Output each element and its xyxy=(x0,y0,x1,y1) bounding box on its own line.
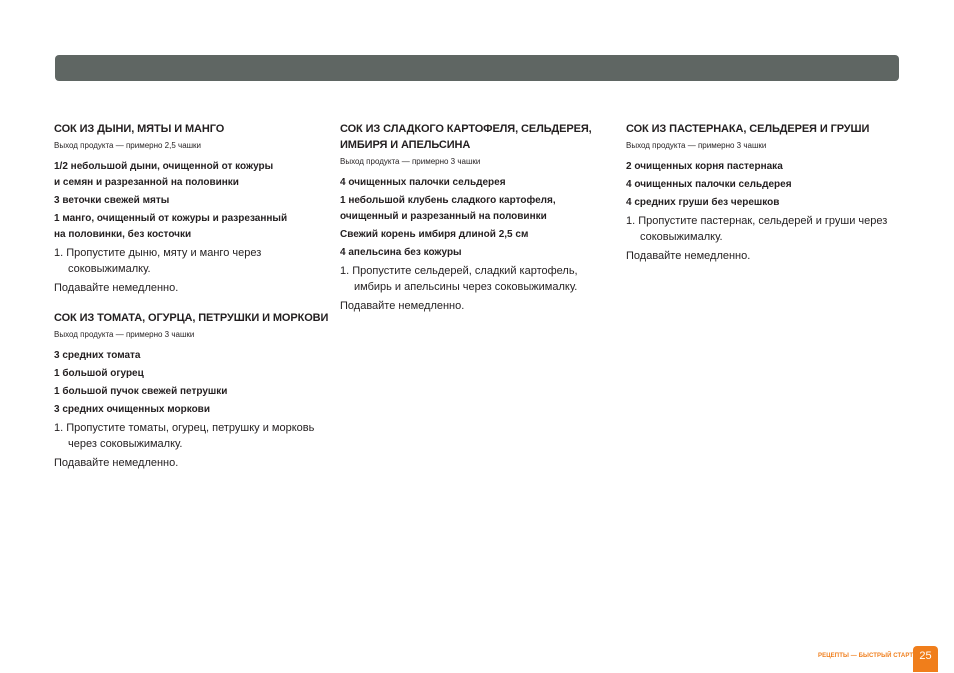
recipe xyxy=(340,121,620,314)
recipe-column-1 xyxy=(54,121,334,485)
ingredient: 1 небольшой клубень сладкого картофеля, очищенный и разрезанный на половинки xyxy=(340,195,556,222)
recipe-title: СОК ИЗ СЛАДКОГО КАРТОФЕЛЯ, СЕЛЬДЕРЕЯ, ИМБИРЯ И АПЕЛЬСИНА xyxy=(340,123,592,151)
recipe xyxy=(626,121,906,264)
recipe-yield: Выход продукта — примерно 3 чашки xyxy=(626,141,767,150)
recipe-yield: Выход продукта — примерно 3 чашки xyxy=(54,330,195,339)
ingredient: 1 большой огурец xyxy=(54,368,144,379)
serving-note: Подавайте немедленно. xyxy=(626,250,751,262)
recipe-column-3 xyxy=(626,121,906,278)
instruction-step: 1. Пропустите сельдерей, сладкий картофель, имбирь и апельсины через соковыжималку. xyxy=(340,265,578,293)
ingredient: 2 очищенных корня пастернака xyxy=(626,161,783,172)
ingredient: 3 веточки свежей мяты xyxy=(54,195,170,206)
recipe-column-2 xyxy=(340,121,620,328)
instruction-step: 1. Пропустите томаты, огурец, петрушку и морковь через соковыжималку. xyxy=(54,422,315,450)
recipe xyxy=(54,121,334,296)
ingredient: 4 очищенных палочки сельдерея xyxy=(340,177,506,188)
recipe-title: СОК ИЗ ДЫНИ, МЯТЫ И МАНГО xyxy=(54,123,225,135)
ingredient: 4 очищенных палочки сельдерея xyxy=(626,179,792,190)
ingredient: 1 большой пучок свежей петрушки xyxy=(54,386,228,397)
ingredient: 3 средних очищенных моркови xyxy=(54,404,210,415)
recipe-yield: Выход продукта — примерно 3 чашки xyxy=(340,157,481,166)
ingredient: 4 средних груши без черешков xyxy=(626,197,780,208)
ingredient: 3 средних томата xyxy=(54,350,141,361)
ingredient: Свежий корень имбиря длиной 2,5 см xyxy=(340,229,529,240)
header-bar xyxy=(55,55,899,81)
ingredient: 1 манго, очищенный от кожуры и разрезанный на половинки, без косточки xyxy=(54,213,288,240)
instruction-step: 1. Пропустите пастернак, сельдерей и груши через соковыжималку. xyxy=(626,215,888,243)
ingredient: 1/2 небольшой дыни, очищенной от кожуры и семян и разрезанной на половинки xyxy=(54,161,274,188)
recipe-title: СОК ИЗ ТОМАТА, ОГУРЦА, ПЕТРУШКИ И МОРКОВИ xyxy=(54,312,329,324)
footer-section-label: РЕЦЕПТЫ — БЫСТРЫЙ СТАРТ xyxy=(818,653,914,659)
recipe-title: СОК ИЗ ПАСТЕРНАКА, СЕЛЬДЕРЕЯ И ГРУШИ xyxy=(626,123,870,135)
ingredient: 4 апельсина без кожуры xyxy=(340,247,462,258)
serving-note: Подавайте немедленно. xyxy=(340,300,465,312)
serving-note: Подавайте немедленно. xyxy=(54,457,179,469)
page-number: 25 xyxy=(913,646,938,672)
recipe-yield: Выход продукта — примерно 2,5 чашки xyxy=(54,141,202,150)
serving-note: Подавайте немедленно. xyxy=(54,282,179,294)
recipe xyxy=(54,310,334,471)
instruction-step: 1. Пропустите дыню, мяту и манго через соковыжималку. xyxy=(54,247,262,275)
